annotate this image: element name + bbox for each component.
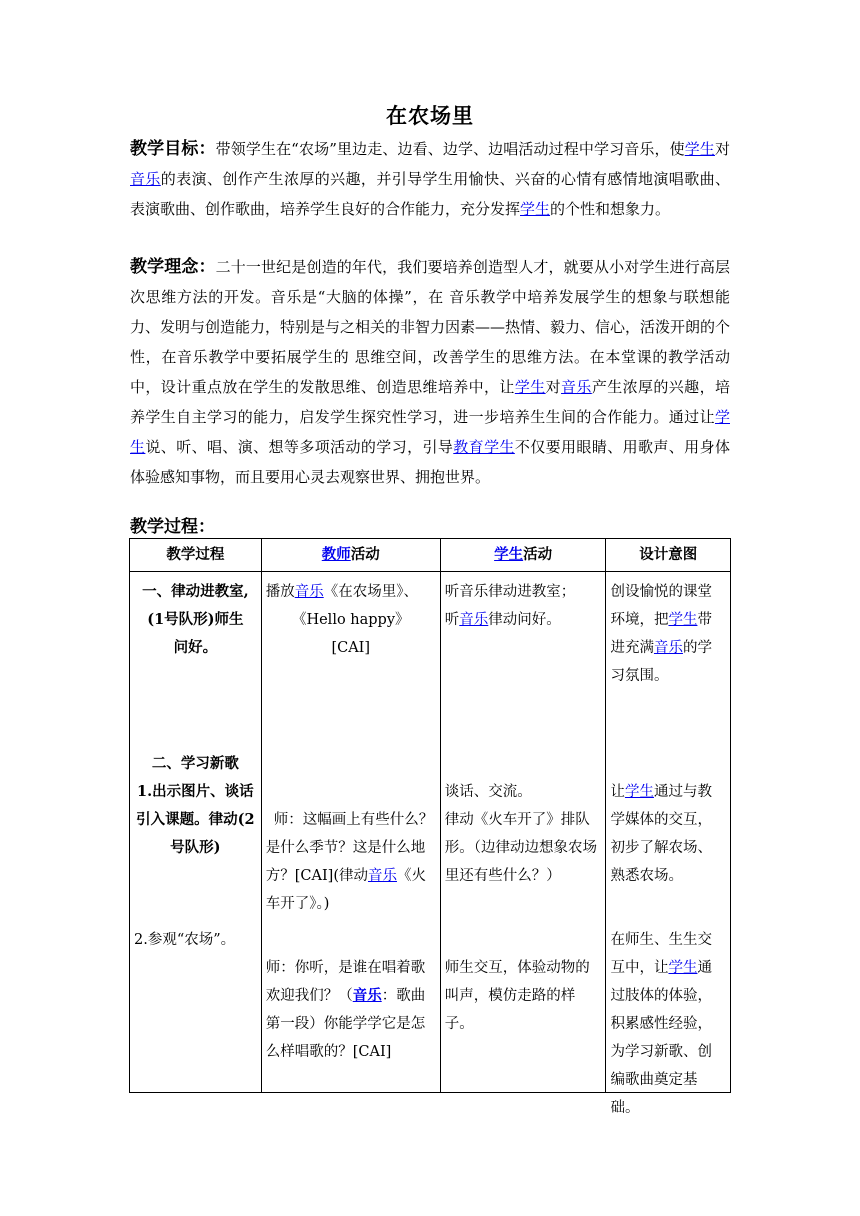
link-student[interactable]: 学生 [514, 378, 546, 396]
design-intent-1-mid: 带进充满 [610, 612, 712, 656]
link-music[interactable]: 音乐 [294, 584, 324, 600]
teacher-activity-3-post: ：歌曲第一段）你能学学它是怎么样唱歌的？[CAI] [265, 988, 426, 1060]
student-activity-2 [445, 778, 602, 890]
link-student[interactable]: 学生 [494, 546, 524, 563]
idea-text-3: 产生浓厚的兴趣，培养学生自主学习的能力，启发学生探究性学习，进一步培养生生间的合作能力。通过让 [130, 378, 730, 426]
link-music[interactable]: 音乐 [352, 987, 382, 1004]
goal-text-3: 的表演、创作产生浓厚的兴趣，并引导学生用愉快、兴奋的心情有感情地演唱歌曲、表演歌曲、创作歌曲，培养学生良好的合作能力，充分发挥 [130, 170, 730, 218]
student-activity-1-pre: 听 [444, 612, 460, 628]
design-intent-cell [606, 572, 731, 1116]
student-activity-2-text: 律动《火车开了》排队形。（边律动边想象农场里还有些什么？） [444, 812, 598, 884]
link-student[interactable]: 学生 [130, 408, 730, 456]
table-header-row [130, 539, 731, 572]
process-section-2: 二、学习新歌 [151, 755, 239, 772]
goal-text-1: 带领学生在“农场”里边走、边看、边学、边唱活动过程中学习音乐，使 [215, 140, 685, 158]
link-music[interactable]: 音乐 [459, 612, 489, 628]
teacher-activity-1-post: 《在农场里》、 [323, 584, 418, 600]
link-student[interactable]: 学生 [668, 612, 698, 628]
process-step-1-line3: 问好。 [173, 639, 218, 656]
teaching-idea-label: 教学理念： [130, 257, 216, 277]
header-student-activity [440, 539, 606, 572]
teaching-goal-paragraph [130, 134, 730, 224]
design-intent-1 [610, 578, 726, 690]
design-intent-1-pre: 创设愉悦的课堂环境，把 [610, 584, 712, 628]
process-step-1-line2: (1号队形)师生 [147, 611, 244, 628]
link-music[interactable]: 音乐 [653, 640, 683, 656]
process-step-2-2: 2.参观“农场”。 [134, 932, 236, 948]
teacher-activity-cell [261, 572, 440, 1093]
design-intent-1-post: 的学习氛围。 [610, 640, 712, 684]
link-student[interactable]: 学生 [684, 140, 715, 158]
teacher-activity-3 [266, 954, 436, 1066]
header-process: 教学过程 [130, 539, 262, 572]
student-activity-cell [440, 572, 606, 1093]
process-step-2-1-line3: 号队形) [170, 839, 221, 856]
teacher-activity-2-text: 师：这幅画上有些什么？是什么季节？这是什么地方？[CAI](律动 [265, 812, 434, 884]
link-student[interactable]: 学生 [624, 784, 654, 800]
process-step-1-line1: 一、律动进教室, [142, 583, 249, 600]
student-activity-1-post: 律动问好。 [488, 612, 561, 628]
process-step-1 [134, 578, 257, 662]
design-intent-3 [610, 926, 726, 1122]
process-cell [130, 572, 262, 1093]
teacher-activity-2 [266, 806, 436, 918]
idea-text-5: 不仅要用眼睛、用歌声、用身体体验感知事物，而且要用心灵去观察世界、拥抱世界。 [130, 438, 730, 486]
design-intent-2-pre: 让 [610, 784, 625, 800]
header-design-intent: 设计意图 [606, 539, 731, 572]
design-intent-2 [610, 778, 726, 890]
process-step-2-1-line2: 引入课题。律动(2 [136, 811, 255, 828]
cai-tag: [CAI] [331, 640, 371, 656]
teacher-activity-1 [266, 578, 436, 662]
design-intent-3-post: 通过肢体的体验，积累感性经验，为学习新歌、创编歌曲奠定基础。 [610, 960, 712, 1116]
teacher-activity-2-post: 《火车开了》。) [265, 868, 426, 912]
link-student[interactable]: 学生 [520, 200, 551, 218]
student-activity-3: 师生交互，体验动物的叫声，模仿走路的样子。 [444, 960, 590, 1032]
link-teacher[interactable]: 教师 [321, 546, 351, 563]
link-student[interactable]: 学生 [668, 960, 698, 976]
teaching-process-label: 教学过程： [130, 517, 215, 537]
process-step-2-1 [134, 778, 257, 862]
student-activity-1 [445, 578, 602, 634]
design-intent-3-pre: 在师生、生生交互中，让 [610, 932, 712, 976]
idea-text-4: 说、听、唱、演、想等多项活动的学习，引导 [145, 438, 454, 456]
process-step-2-1-line1: 1.出示图片、谈话 [137, 783, 254, 800]
document-title: 在农场里 [386, 103, 474, 128]
teaching-process-table [129, 538, 731, 1116]
teacher-activity-1-pre: 播放 [265, 584, 295, 600]
idea-text-2: 对 [545, 378, 562, 396]
link-music[interactable]: 音乐 [130, 170, 161, 188]
teaching-goal-label: 教学目标： [130, 139, 216, 159]
header-teacher-suffix: 活动 [350, 546, 380, 563]
teacher-activity-3-pre: 师：你听，是谁在唱着歌欢迎我们？（ [265, 960, 426, 1004]
student-activity-2-line1: 谈话、交流。 [444, 784, 532, 800]
header-teacher-activity [261, 539, 440, 572]
student-activity-1-line1: 听音乐律动进教室； [444, 584, 576, 600]
goal-text-4: 的个性和想象力。 [550, 200, 671, 218]
song-hello-happy: 《Hello happy》 [291, 612, 410, 628]
goal-text-2: 对 [714, 140, 730, 158]
idea-text-1: 二十一世纪是创造的年代，我们要培养创造型人才，就要从小对学生进行高层次思维方法的开发。音乐是“大脑的体操”，在 音乐教学中培养发展学生的想象与联想能力、发明与创造能力，特别是与之相关的非智力因素——热情、毅力、信心，活泼开朗的个性，在音乐教学中要拓展学生的 思维空间，改善学生的思维方法。在本堂课的教学活动中，设计重点放在学生的发散思维、创造思维培养中，让 [130, 258, 731, 396]
header-student-suffix: 活动 [523, 546, 553, 563]
link-music[interactable]: 音乐 [561, 378, 592, 396]
teaching-idea-paragraph [130, 252, 730, 492]
table-row [130, 572, 731, 1093]
design-intent-2-post: 通过与教学媒体的交互，初步了解农场、熟悉农场。 [610, 784, 712, 884]
link-educate-student[interactable]: 教育学生 [453, 438, 515, 456]
link-music[interactable]: 音乐 [367, 868, 397, 884]
